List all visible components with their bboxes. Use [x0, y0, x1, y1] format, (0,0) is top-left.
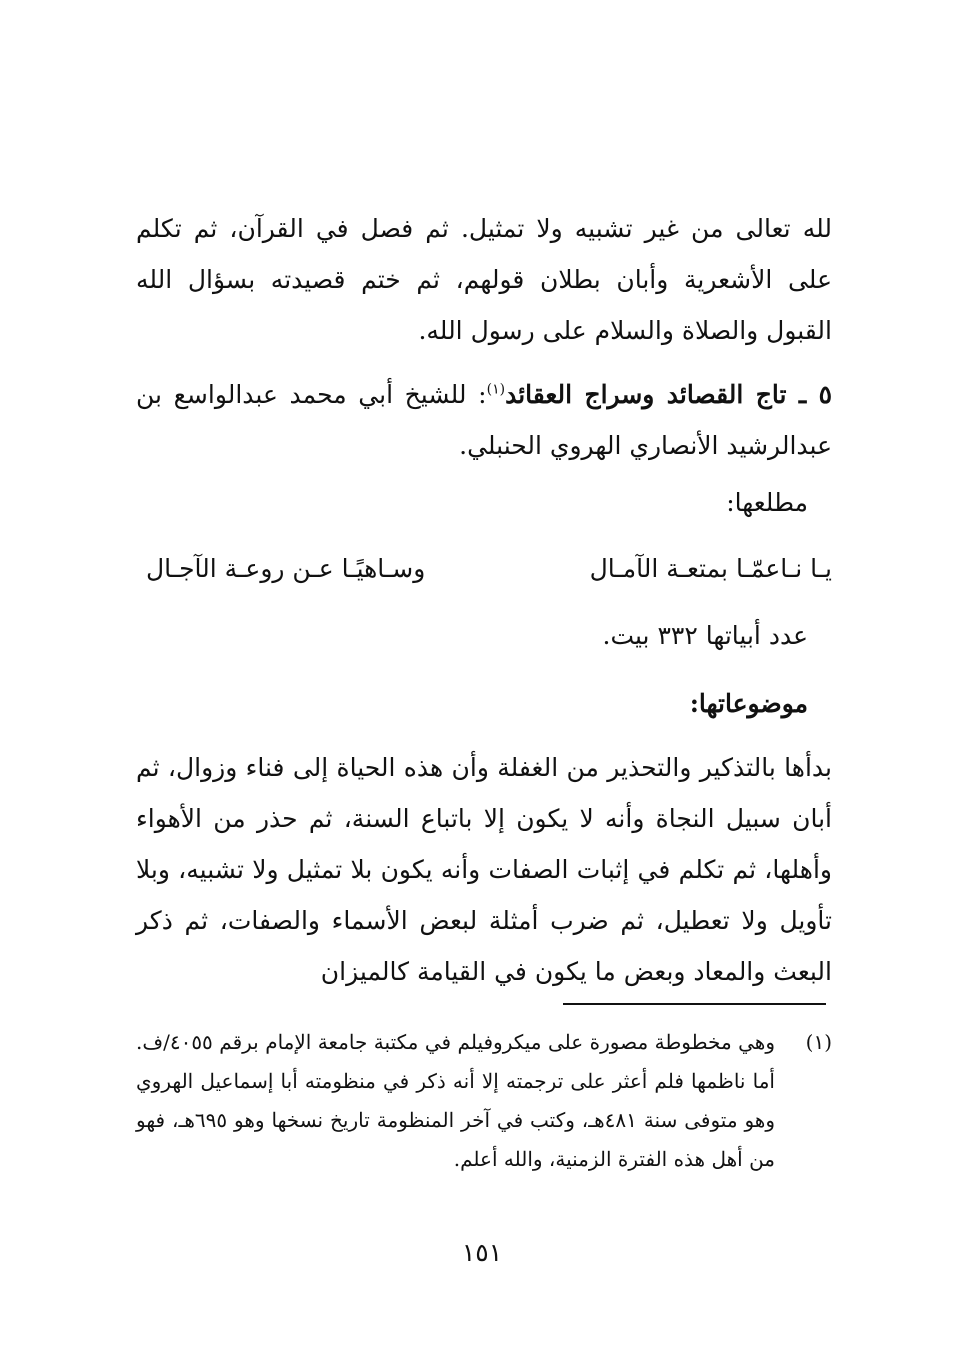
topics-label: موضوعاتها: [689, 689, 808, 718]
verse-count: عدد أبياتها ٣٣٢ بيت. [602, 621, 808, 650]
item-5-description: : للشيخ أبي محمد عبدالواسع بن عبدالرشيد الأنصاري الهروي الحنبلي. [136, 380, 832, 460]
paragraph-continuation: لله تعالى من غير تشبيه ولا تمثيل. ثم فصل في القرآن، ثم تكلم على الأشعرية وأبان بطلان قولهم، ثم ختم قصيدته بسؤال الله القبول والصلاة والسلام على رسول الله. [136, 214, 832, 345]
page-number: ١٥١ [461, 1238, 503, 1267]
verse-second-hemistich: وسـاهيًـا عـن روعـة الآجـال [146, 554, 426, 583]
footnote-number: (١) [805, 1030, 832, 1054]
verse-first-hemistich: يـا نـاعمّـا بمتعـة الآمـال [589, 554, 832, 583]
item-5-entry [136, 369, 832, 471]
item-5-title: ٥ ـ تاج القصائد وسراج العقائد [505, 380, 832, 409]
footnote-separator [563, 1003, 826, 1005]
topics-paragraph: بدأها بالتذكير والتحذير من الغفلة وأن هذه الحياة إلى فناء وزوال، ثم أبان سبيل النجاة وأنه لا يكون إلا باتباع السنة، ثم حذر من الأهواء وأهلها، ثم تكلم في إثبات الصفات وأنه يكون بلا تمثيل ولا تشبيه، وبلا تأويل ولا تعطيل، ثم ضرب أمثلة لبعض الأسماء والصفات، ثم ذكر البعث والمعاد وبعض ما يكون في القيامة كالميزان [136, 753, 832, 986]
opening-label: مطلعها: [726, 488, 808, 517]
opening-verse [136, 543, 832, 594]
footnote [136, 1023, 832, 1179]
footnote-text: وهي مخطوطة مصورة على ميكروفيلم في مكتبة جامعة الإمام برقم ٤٠٥٥/ف. أما ناظمها فلم أعثر على ترجمته إلا أنه ذكر في منظومته أبا إسماعيل الهروي وهو متوفى سنة ٤٨١هـ، وكتب في آخر المنظومة تاريخ نسخها وهو ٦٩٥هـ، فهو من أهل هذه الفترة الزمنية، والله أعلم. [136, 1030, 775, 1171]
footnote-reference: (١) [486, 381, 506, 398]
